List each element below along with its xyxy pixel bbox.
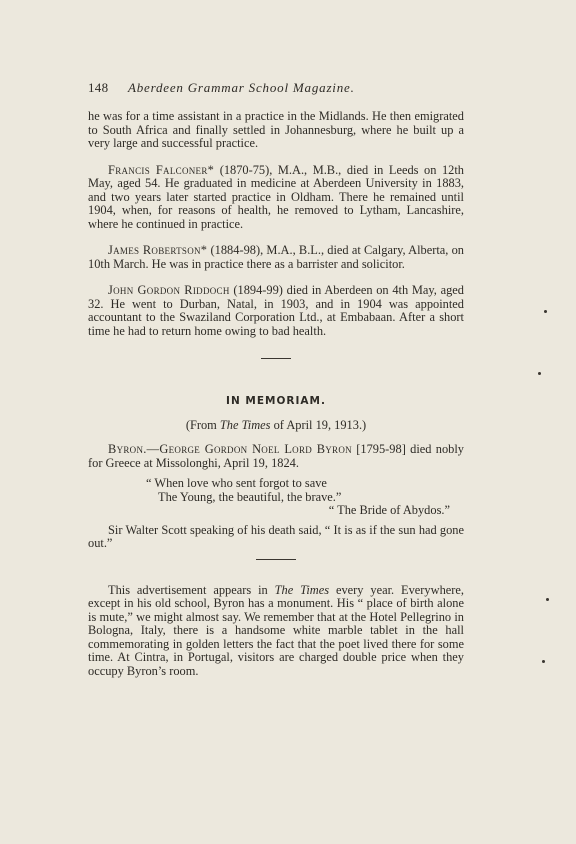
source-line (88, 419, 464, 433)
memoriam-text: [1795-98] died nobly for Greece at Missolonghi, April 19, 1824. (88, 442, 464, 470)
paper-speck (544, 310, 547, 313)
section-heading: IN MEMORIAM. (226, 395, 326, 407)
journal-title: Aberdeen Grammar School Magazine. (127, 80, 355, 95)
paper-speck (538, 372, 541, 375)
memoriam-notice (88, 443, 464, 470)
scott-quote: Sir Walter Scott speaking of his death said, “ It is as if the sun had gone out.” (88, 522, 464, 550)
obituary-text: (1884-98), M.A., B.L., died at Calgary, Alberta, on 10th March. He was in practice there as a barrister and solicitor. (88, 243, 464, 271)
verse-line: “ When love who sent forgot to save (146, 476, 327, 490)
obituary-name: John Gordon Riddoch (108, 283, 230, 297)
obituary-falconer (88, 164, 464, 232)
source-date: of April 19, 1913.) (270, 417, 367, 432)
verse-line: The Young, the beautiful, the brave.” (158, 489, 342, 504)
obituary-text: (1894-99) died in Aberdeen on 4th May, aged 32. He went to Durban, Natal, in 1903, and in 1904 was appointed accountant to the Swaziland Corporation Ltd., at Embabaan. After a short time he had to return home owing to bad health. (88, 283, 464, 338)
obituary-name: Francis Falconer* (108, 162, 215, 177)
closing-text: every year. Everywhere, except in his old school, Byron has a monument. His “ place of birth alone is mute,” we might almost say. We remember that at the Hotel Pellegrino in Bologna, Italy, there is a handsome white marble tablet in the hall commemorating in golden letters the fact that the poet lived there for some time. At Cintra, in Portugal, visitors are charged double price when they occupy Byron’s room. (88, 582, 464, 678)
running-head (88, 80, 355, 96)
source-prefix: (From (185, 417, 220, 432)
memoriam-name: Byron.—George Gordon Noel Lord Byron (108, 442, 352, 456)
closing-paragraph (88, 584, 464, 679)
section-divider (256, 559, 296, 560)
obituary-robertson (88, 244, 464, 271)
obituary-name: James Robertson* (108, 243, 208, 257)
page-number: 148 (88, 80, 109, 95)
verse-attribution: “ The Bride of Abydos.” (328, 503, 450, 517)
newspaper-name: The Times (219, 417, 271, 432)
obituary-text: (1870-75), M.A., M.B., died in Leeds on 12th May, aged 54. He graduated in medicine at Aberdeen University in 1883, and two years later started practice in Oldham. There he remained until 1904, when, for reasons of health, he removed to Lytham, Lancashire, where he continued in practice. (88, 162, 464, 231)
paragraph-continuation: he was for a time assistant in a practice in the Midlands. He then emigrated to South Africa and finally settled in Johannesburg, where he built up a very large and successful practice. (88, 109, 464, 150)
verse-quote (88, 477, 464, 518)
closing-text: This advertisement appears in (108, 582, 275, 597)
page-body (88, 110, 464, 691)
paper-speck (542, 660, 545, 663)
paper-speck (546, 598, 549, 601)
section-divider (261, 358, 291, 359)
newspaper-name: The Times (274, 582, 330, 597)
obituary-riddoch (88, 284, 464, 338)
